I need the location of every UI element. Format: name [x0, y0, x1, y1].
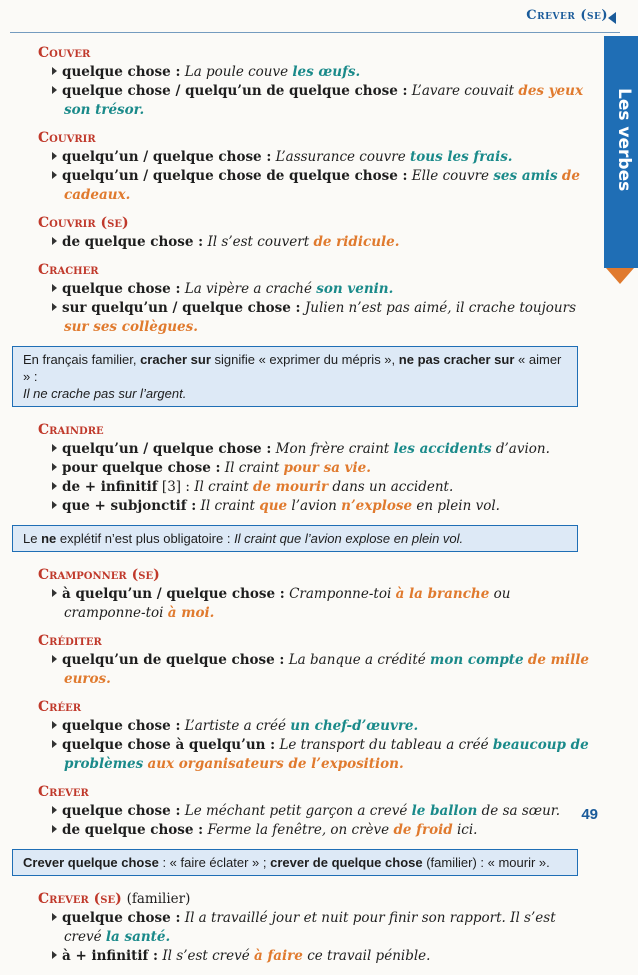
- triangle-bullet-icon: [52, 482, 57, 490]
- usage-line: de + infinitif [3] : Il craint de mourir dans un accident.: [52, 478, 594, 497]
- entry-creer: [38, 698, 594, 774]
- usage-line: de quelque chose : Il s’est couvert de ridicule.: [52, 233, 594, 252]
- triangle-bullet-icon: [52, 444, 57, 452]
- usage-line: pour quelque chose : Il craint pour sa vie.: [52, 459, 594, 478]
- triangle-bullet-icon: [52, 152, 57, 160]
- entry-cracher: [38, 261, 594, 337]
- entry-craindre: [38, 421, 594, 516]
- triangle-bullet-icon: [52, 303, 57, 311]
- usage-line: quelque chose : Le méchant petit garçon a crevé le ballon de sa sœur.: [52, 802, 594, 821]
- usage-line: quelque chose : La vipère a craché son venin.: [52, 280, 594, 299]
- usage-line: quelque chose : L’artiste a créé un chef-d’œuvre.: [52, 717, 594, 736]
- arrow-left-icon: [608, 12, 616, 24]
- triangle-bullet-icon: [52, 589, 57, 597]
- content: [23, 44, 594, 975]
- triangle-bullet-icon: [52, 721, 57, 729]
- usage-line: de quelque chose : Ferme la fenêtre, on crève de froid ici.: [52, 821, 594, 840]
- entry-couver: [38, 44, 594, 120]
- headword: Créer: [38, 699, 82, 715]
- triangle-bullet-icon: [52, 67, 57, 75]
- usage-line: quelqu’un de quelque chose : La banque a crédité mon compte de mille euros.: [52, 651, 594, 689]
- usage-line: quelqu’un / quelque chose : Mon frère craint les accidents d’avion.: [52, 440, 594, 459]
- entry-couvrir-se: [38, 214, 594, 252]
- headword: Crever: [38, 784, 89, 800]
- entry-crediter: [38, 632, 594, 689]
- usage-line: sur quelqu’un / quelque chose : Julien n’est pas aimé, il crache toujours sur ses collègues.: [52, 299, 594, 337]
- triangle-bullet-icon: [52, 501, 57, 509]
- side-tab-label: Les verbes: [614, 88, 634, 192]
- headword: Couvrir: [38, 130, 96, 146]
- entry-crever: [38, 783, 594, 840]
- usage-line: que + subjonctif : Il craint que l’avion n’explose en plein vol.: [52, 497, 594, 516]
- triangle-bullet-icon: [52, 237, 57, 245]
- headword: Couvrir (se): [38, 215, 129, 231]
- entry-crever-se: [38, 890, 594, 966]
- triangle-bullet-icon: [52, 463, 57, 471]
- headword: Couver: [38, 45, 91, 61]
- usage-line: quelque chose : Il a travaillé jour et nuit pour finir son rapport. Il s’est crevé la santé.: [52, 909, 594, 947]
- headword: Cracher: [38, 262, 99, 278]
- triangle-bullet-icon: [52, 86, 57, 94]
- usage-line: quelqu’un / quelque chose de quelque chose : Elle couvre ses amis de cadeaux.: [52, 167, 594, 205]
- headword: Craindre: [38, 422, 104, 438]
- usage-line: à + infinitif : Il s’est crevé à faire ce travail pénible.: [52, 947, 594, 966]
- triangle-bullet-icon: [52, 171, 57, 179]
- triangle-bullet-icon: [52, 951, 57, 959]
- triangle-bullet-icon: [52, 825, 57, 833]
- usage-line: quelqu’un / quelque chose : L’assurance couvre tous les frais.: [52, 148, 594, 167]
- triangle-bullet-icon: [52, 913, 57, 921]
- triangle-bullet-icon: [52, 806, 57, 814]
- headword: Créditer: [38, 633, 102, 649]
- page-number: 49: [581, 806, 598, 823]
- usage-line: quelque chose à quelqu’un : Le transport du tableau a créé beaucoup de problèmes aux organisateurs de l’exposition.: [52, 736, 594, 774]
- triangle-bullet-icon: [52, 655, 57, 663]
- arrow-down-icon: [606, 268, 634, 284]
- note-box-craindre: Le ne explétif n’est plus obligatoire : Il craint que l’avion explose en plein vol.: [12, 525, 578, 552]
- triangle-bullet-icon: [52, 740, 57, 748]
- entry-couvrir: [38, 129, 594, 205]
- entry-cramponner: [38, 566, 594, 623]
- running-head: Crever (se): [526, 8, 608, 23]
- header-rule: [10, 32, 620, 33]
- headword: Crever (se) (familier): [38, 891, 191, 907]
- usage-line: à quelqu’un / quelque chose : Cramponne-toi à la branche ou cramponne-toi à moi.: [52, 585, 594, 623]
- note-box-cracher: En français familier, cracher sur signifie « exprimer du mépris », ne pas cracher sur « aimer » : Il ne crache pas sur l’argent.: [12, 346, 578, 407]
- note-box-crever: Crever quelque chose : « faire éclater » ; crever de quelque chose (familier) : « mourir ».: [12, 849, 578, 876]
- usage-line: quelque chose : La poule couve les œufs.: [52, 63, 594, 82]
- headword: Cramponner (se): [38, 567, 160, 583]
- usage-line: quelque chose / quelqu’un de quelque chose : L’avare couvait des yeux son trésor.: [52, 82, 594, 120]
- triangle-bullet-icon: [52, 284, 57, 292]
